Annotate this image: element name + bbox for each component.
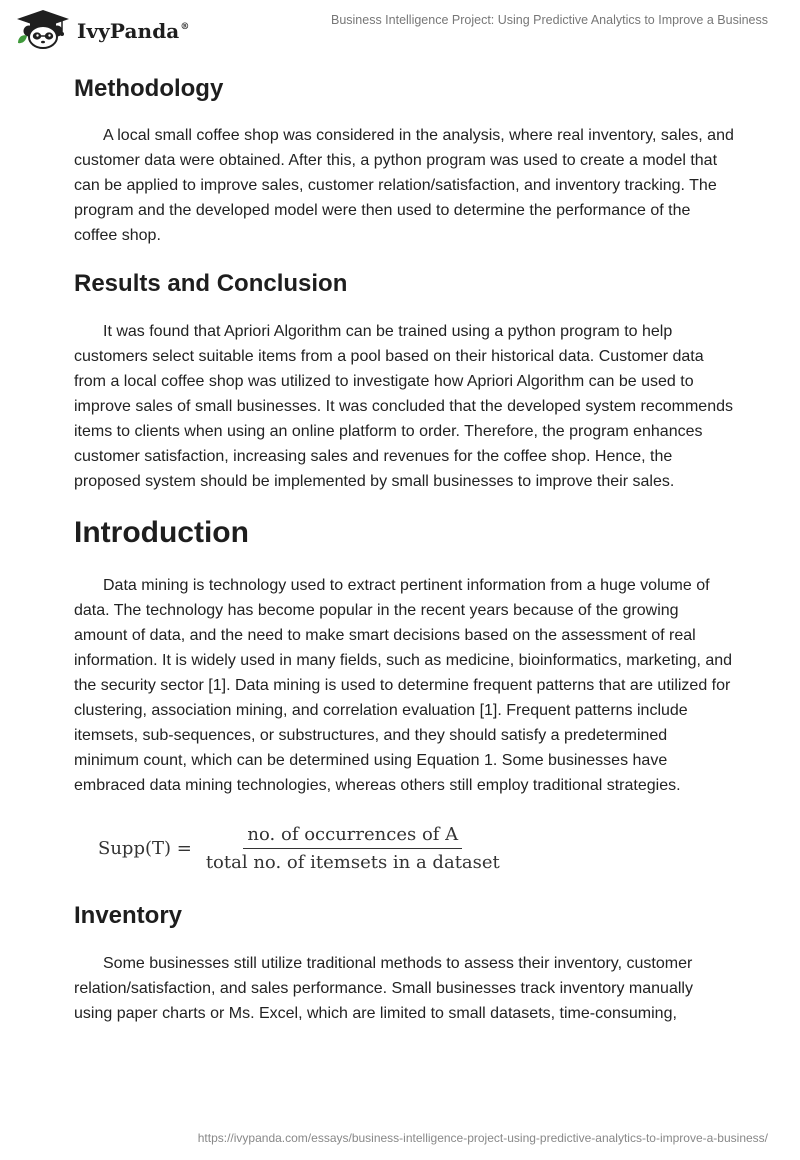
page-header <box>0 0 800 58</box>
results-heading: Results and Conclusion <box>74 270 348 297</box>
document-title: Business Intelligence Project: Using Predictive Analytics to Improve a Business <box>330 13 768 27</box>
introduction-paragraph: Data mining is technology used to extract pertinent information from a huge volume of data. The technology has become popular in the recent years because of the growing amount of data, and the need to make smart decisions based on the assessment of real information. It is widely used in many fields, such as medicine, bioinformatics, marketing, and the security sector [1]. Data mining is used to determine frequent patterns that are utilized for clustering, association mining, and correlation evaluation [1]. Frequent patterns include itemsets, sub-sequences, or substructures, and they should satisfy a predetermined minimum count, which can be determined using Equation 1. Some businesses have embraced data mining technologies, whereas others still employ traditional strategies. <box>74 577 733 794</box>
results-paragraph: It was found that Apriori Algorithm can be trained using a python program to help customers select suitable items from a pool based on their historical data. Customer data from a local coffee shop was utilized to investigate how Apriori Algorithm can be used to improve sales of small businesses. It was concluded that the developed system recommends items to clients when using an online platform to order. Therefore, the program enhances customer satisfaction, increasing sales and revenues for the coffee shop. Hence, the proposed system should be implemented by small businesses to improve their sales. <box>74 323 733 490</box>
brand-name: IvyPanda® <box>77 19 190 43</box>
article-body <box>74 58 734 1026</box>
panda-graduate-icon <box>15 9 71 49</box>
equation-lhs: Supp(T) = <box>98 837 192 859</box>
brand-logo[interactable] <box>15 8 189 50</box>
inventory-paragraph: Some businesses still utilize traditional methods to assess their inventory, customer relation/satisfaction, and sales performance. Small businesses track inventory manually using paper charts or Ms. Excel, which are limited to small datasets, time-consuming, <box>74 955 693 1022</box>
equation-numerator: no. of occurrences of A <box>243 824 462 849</box>
source-url[interactable]: https://ivypanda.com/essays/business-intelligence-project-using-predictive-analytics-to-improve-a-business/ <box>197 1131 768 1145</box>
methodology-heading: Methodology <box>74 75 224 102</box>
introduction-heading: Introduction <box>74 516 249 549</box>
methodology-paragraph: A local small coffee shop was considered in the analysis, where real inventory, sales, and customer data were obtained. After this, a python program was used to create a model that can be applied to improve sales, customer relation/satisfaction, and inventory tracking. The program and the developed model were then used to determine the performance of the coffee shop. <box>74 127 734 244</box>
inventory-heading: Inventory <box>74 902 183 929</box>
equation-denominator: total no. of itemsets in a dataset <box>205 851 500 873</box>
support-equation <box>98 813 528 883</box>
equation-fraction <box>202 824 504 873</box>
